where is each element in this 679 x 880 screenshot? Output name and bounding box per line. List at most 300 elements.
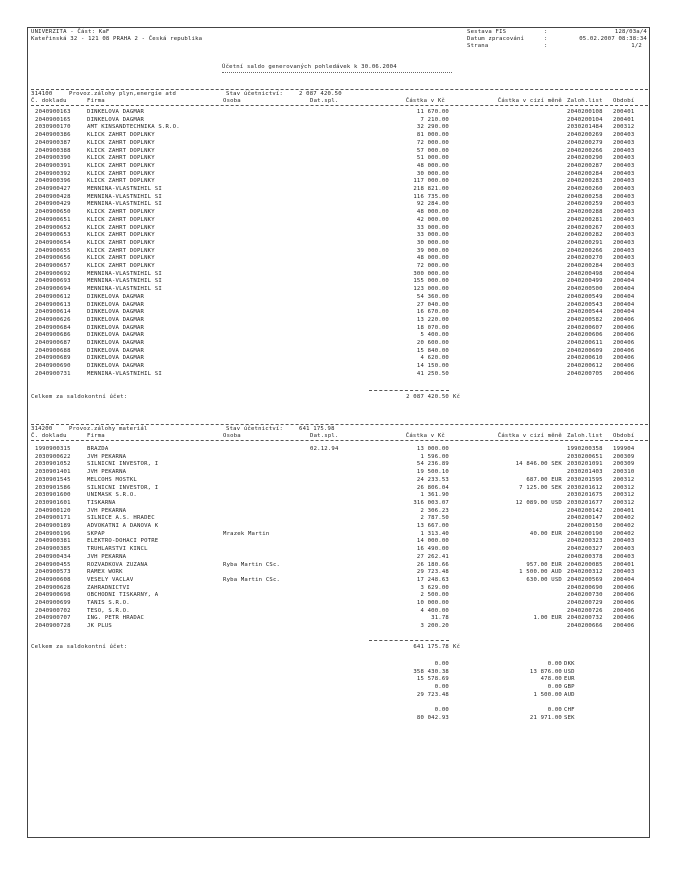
doc-number: 2030901586 (35, 484, 71, 491)
firm: DINKELOVA DAGMAR (87, 347, 145, 354)
doc-number: 2040900689 (35, 355, 71, 362)
period: 200406 (613, 363, 635, 370)
period: 200403 (613, 201, 635, 208)
advance-list: 2030201403 (567, 469, 603, 476)
advance-list: 2040200543 (567, 301, 603, 308)
firm: KLICK ZAHRT DOPLNKY (87, 209, 155, 216)
amount-czk: 48 000.00 (416, 162, 449, 169)
processed-label: Datum zpracování (467, 36, 525, 42)
period: 200401 (613, 561, 635, 568)
doc-number: 2040900693 (35, 278, 71, 285)
advance-list: 2040200666 (567, 623, 603, 630)
firm: KLICK ZAHRT DOPLNKY (87, 132, 155, 139)
period: 200312 (613, 499, 635, 506)
firm: DINKELOVA DAGMAR (87, 116, 145, 123)
page-label: Strana (467, 43, 489, 49)
advance-list: 2040200582 (567, 316, 603, 323)
amount-czk: 30 000.00 (416, 239, 449, 246)
firm: KLICK ZAHRT DOPLNKY (87, 155, 155, 162)
amount-czk: 4 400.00 (420, 607, 449, 614)
doc-number: 2040900455 (35, 561, 71, 568)
period: 200312 (613, 476, 635, 483)
doc-number: 2040900391 (35, 162, 71, 169)
period: 200406 (613, 340, 635, 346)
amount-czk: 16 490.00 (416, 546, 449, 553)
section2-state-label: Stav účetnictví: (226, 426, 284, 432)
col-amount-czk: Částka v Kč (405, 98, 445, 104)
amount-czk: 81 000.00 (416, 132, 449, 139)
period: 200404 (613, 270, 635, 277)
section1-state-label: Stav účetnictví: (226, 91, 284, 97)
period: 200312 (613, 124, 635, 131)
section2-total-currency: Kč (453, 644, 461, 650)
period: 200403 (613, 224, 635, 231)
firm: MENNINA-VLASTNIHIL SI (87, 286, 162, 293)
advance-list: 2040200549 (567, 293, 603, 300)
col-amount-czk: Částka v Kč (405, 433, 445, 439)
advance-list: 2040200282 (567, 232, 603, 239)
amount-czk: 300 000.00 (413, 270, 449, 277)
summary-amount-foreign: 478.00 (540, 676, 562, 683)
period: 200403 (613, 239, 635, 246)
summary-amount-foreign: 0.00 (547, 707, 562, 713)
period: 200403 (613, 209, 635, 216)
amount-czk: 1 361.90 (420, 492, 449, 499)
processed-date: 05.02.2007 08:38:34 (579, 36, 647, 42)
firm: DINKELOVA DAGMAR (87, 332, 145, 339)
person: Ryba Martin CSc. (223, 561, 281, 568)
advance-list: 2040200284 (567, 263, 603, 269)
period: 200401 (613, 116, 635, 123)
doc-number: 2040900702 (35, 607, 71, 614)
period: 200402 (613, 530, 635, 537)
amount-czk: 16 670.00 (416, 309, 449, 316)
firm: VESELY VACLAV (87, 576, 134, 583)
period: 200403 (613, 255, 635, 262)
col-period: Období (613, 98, 635, 104)
summary-currency: DKK (564, 661, 575, 667)
advance-list: 2040200690 (567, 584, 603, 591)
organization-line: UNIVERZITA - Část: KaF (31, 29, 110, 35)
amount-czk: 24 233.53 (416, 476, 449, 483)
firm: MENNINA-VLASTNIHIL SI (87, 370, 162, 377)
amount-czk: 7 210.00 (420, 116, 449, 123)
advance-list: 2040200611 (567, 340, 603, 346)
advance-list: 2040200606 (567, 332, 603, 339)
doc-number: 2040900381 (35, 538, 71, 545)
summary-amount-czk: 15 578.69 (416, 676, 449, 683)
advance-list: 2040200612 (567, 363, 603, 370)
amount-czk: 32 290.00 (416, 124, 449, 131)
period: 200403 (613, 263, 635, 269)
firm: JVH PEKARNA (87, 507, 127, 514)
amount-czk: 2 500.00 (420, 592, 449, 599)
advance-list: 2040200730 (567, 592, 603, 599)
period: 200406 (613, 584, 635, 591)
period: 200310 (613, 469, 635, 476)
amount-czk: 48 000.00 (416, 209, 449, 216)
doc-number: 2040900427 (35, 186, 71, 192)
amount-czk: 4 620.00 (420, 355, 449, 362)
firm: SILNICNI INVESTOR, I (87, 461, 159, 468)
section2-account-name: Provoz.zálohy materiál (69, 426, 148, 432)
advance-list: 2040200147 (567, 515, 603, 522)
period: 200404 (613, 309, 635, 316)
firm: TISKARNA (87, 499, 116, 506)
period: 200404 (613, 286, 635, 293)
doc-number: 2030900170 (35, 124, 71, 131)
period: 200404 (613, 301, 635, 308)
summary-amount-czk: 0.00 (434, 684, 449, 691)
period: 200404 (613, 278, 635, 285)
firm: JK PLUS (87, 623, 112, 630)
advance-list: 2040200291 (567, 239, 603, 246)
advance-list: 2040200142 (567, 507, 603, 514)
advance-list: 2030201677 (567, 499, 603, 506)
advance-list: 2040200705 (567, 370, 603, 377)
amount-czk: 123 000.00 (413, 286, 449, 293)
firm: MELCOHS MOSTKL (87, 476, 137, 483)
doc-number: 1990900315 (35, 446, 71, 452)
amount-czk: 1 313.40 (420, 530, 449, 537)
section2-total-rule (369, 640, 449, 641)
amount-czk: 316 003.07 (413, 499, 449, 506)
firm: DINKELOVA DAGMAR (87, 355, 145, 362)
page-number: 1/2 (631, 43, 642, 49)
advance-list: 2030200651 (567, 453, 603, 460)
amount-czk: 5 400.00 (420, 332, 449, 339)
section2-rule-header (31, 440, 648, 441)
firm: DINKELOVA DAGMAR (87, 340, 145, 346)
amount-czk: 218 821.00 (413, 186, 449, 192)
summary-currency: USD (564, 668, 575, 675)
firm: KLICK ZAHRT DOPLNKY (87, 232, 155, 239)
advance-list: 2040200726 (567, 607, 603, 614)
col-period: Období (613, 433, 635, 439)
summary-amount-foreign: 1 500.00 (533, 691, 562, 698)
col-person: Osoba (223, 98, 241, 104)
doc-number: 2040900626 (35, 316, 71, 323)
col-advance-list: Zaloh.list (567, 98, 603, 104)
firm: DINKELOVA DAGMAR (87, 363, 145, 370)
section1-account: 314100 (31, 91, 53, 97)
advance-list: 2040200258 (567, 193, 603, 200)
summary-amount-czk: 0.00 (434, 661, 449, 667)
amount-czk: 17 248.63 (416, 576, 449, 583)
doc-number: 2040900120 (35, 507, 71, 514)
period: 200403 (613, 247, 635, 254)
col-firm: Firma (87, 98, 105, 104)
period: 200403 (613, 538, 635, 545)
advance-list: 1990200358 (567, 446, 603, 452)
section2-total-label: Celkem za saldokontní účet: (31, 644, 128, 650)
amount-czk: 42 000.00 (416, 216, 449, 223)
period: 200403 (613, 170, 635, 177)
doc-number: 2040900684 (35, 324, 71, 331)
amount-czk: 14 000.00 (416, 538, 449, 545)
amount-czk: 26 180.66 (416, 561, 449, 568)
colon: : (544, 36, 548, 42)
period: 200309 (613, 453, 635, 460)
advance-list: 2040200108 (567, 109, 603, 115)
period: 200406 (613, 623, 635, 630)
amount-foreign: 7 125.00 SEK (519, 484, 562, 491)
doc-number: 2040900628 (35, 584, 71, 591)
amount-czk: 27 262.41 (416, 553, 449, 560)
section1-total-currency: Kč (453, 394, 461, 400)
period: 200406 (613, 600, 635, 606)
period: 200401 (613, 507, 635, 514)
advance-list: 2040200259 (567, 201, 603, 208)
doc-number: 2040900388 (35, 147, 71, 154)
period: 200403 (613, 232, 635, 239)
amount-czk: 2 787.50 (420, 515, 449, 522)
amount-czk: 15 840.00 (416, 347, 449, 354)
summary-amount-czk: 29 723.48 (416, 691, 449, 698)
period: 200312 (613, 492, 635, 499)
firm: RAMEX WORK (87, 569, 123, 576)
summary-currency: SEK (564, 714, 575, 721)
amount-czk: 33 000.00 (416, 224, 449, 231)
advance-list: 2040200312 (567, 569, 603, 576)
firm: ROZVADKOVA ZUZANA (87, 561, 148, 568)
section1-state-value: 2 087 420.50 (299, 91, 342, 97)
period: 199904 (613, 446, 635, 452)
amount-czk: 13 220.00 (416, 316, 449, 323)
firm: UNIMASK S.R.O. (87, 492, 137, 499)
amount-czk: 41 250.50 (416, 370, 449, 377)
period: 200406 (613, 347, 635, 354)
doc-number: 2040900651 (35, 216, 71, 223)
advance-list: 2040200729 (567, 600, 603, 606)
col-doc-number: Č. dokladu (31, 433, 67, 439)
firm: ELEKTRO-DOHACI POTRE (87, 538, 159, 545)
doc-number: 2040900385 (35, 546, 71, 553)
period: 200403 (613, 139, 635, 146)
col-due-date: Dat.spl. (310, 98, 339, 104)
period: 200403 (613, 178, 635, 185)
advance-list: 2040200323 (567, 538, 603, 545)
doc-number: 2040900608 (35, 576, 71, 583)
doc-number: 2040900614 (35, 309, 71, 316)
doc-number: 2040900387 (35, 139, 71, 146)
firm: MENNINA-VLASTNIHIL SI (87, 270, 162, 277)
firm: MENNINA-VLASTNIHIL SI (87, 186, 162, 192)
amount-czk: 13 667.00 (416, 523, 449, 529)
advance-list: 2040200266 (567, 247, 603, 254)
period: 200403 (613, 193, 635, 200)
amount-czk: 31.78 (431, 615, 449, 622)
amount-czk: 1 596.00 (420, 453, 449, 460)
due-date: 02.12.94 (310, 446, 339, 452)
col-firm: Firma (87, 433, 105, 439)
firm: KLICK ZAHRT DOPLNKY (87, 170, 155, 177)
summary-currency: GBP (564, 684, 575, 691)
title-underline (222, 72, 452, 73)
colon: : (544, 43, 548, 49)
firm: TESO, S.R.O. (87, 607, 130, 614)
period: 200402 (613, 523, 635, 529)
advance-list: 2040200283 (567, 178, 603, 185)
firm: TANIS S.R.O. (87, 600, 130, 606)
advance-list: 2040200569 (567, 576, 603, 583)
period: 200403 (613, 147, 635, 154)
doc-number: 2040900573 (35, 569, 71, 576)
doc-number: 2040900429 (35, 201, 71, 208)
section1-rule-top (31, 89, 648, 90)
firm: DINKELOVA DAGMAR (87, 293, 145, 300)
amount-czk: 27 040.00 (416, 301, 449, 308)
doc-number: 2040900613 (35, 301, 71, 308)
col-doc-number: Č. dokladu (31, 98, 67, 104)
firm: JVH PEKARNA (87, 453, 127, 460)
amount-czk: 117 000.00 (413, 178, 449, 185)
firm: KLICK ZAHRT DOPLNKY (87, 162, 155, 169)
period: 200406 (613, 370, 635, 377)
amount-czk: 30 000.00 (416, 170, 449, 177)
doc-number: 2030901052 (35, 461, 71, 468)
advance-list: 2040200732 (567, 615, 603, 622)
firm: DINKELOVA DAGMAR (87, 301, 145, 308)
amount-foreign: 687.00 EUR (526, 476, 562, 483)
firm: DINKELOVA DAGMAR (87, 324, 145, 331)
col-amount-foreign: Částka v cizí měně (497, 433, 562, 439)
amount-czk: 26 806.04 (416, 484, 449, 491)
firm: KLICK ZAHRT DOPLNKY (87, 239, 155, 246)
amount-foreign: 1.00 EUR (533, 615, 562, 622)
firm: KLICK ZAHRT DOPLNKY (87, 263, 155, 269)
doc-number: 2040900392 (35, 170, 71, 177)
doc-number: 2040900650 (35, 209, 71, 216)
section2-account: 314200 (31, 426, 53, 432)
advance-list: 2040200270 (567, 255, 603, 262)
period: 200403 (613, 162, 635, 169)
summary-amount-foreign: 13 876.00 (529, 668, 562, 675)
doc-number: 2040900396 (35, 178, 71, 185)
amount-czk: 13 000.00 (416, 446, 449, 452)
doc-number: 2030901401 (35, 469, 71, 476)
firm: SILNICE A.S. HRADEC (87, 515, 155, 522)
doc-number: 2040900655 (35, 247, 71, 254)
summary-currency: CHF (564, 707, 575, 713)
period: 200403 (613, 155, 635, 162)
advance-list: 2040200266 (567, 147, 603, 154)
firm: TRUHLARSTVI KINCL (87, 546, 148, 553)
amount-czk: 51 000.00 (416, 155, 449, 162)
firm: KLICK ZAHRT DOPLNKY (87, 216, 155, 223)
period: 200406 (613, 324, 635, 331)
advance-list: 2040200544 (567, 309, 603, 316)
period: 200406 (613, 316, 635, 323)
firm: JVH PEKARNA (87, 553, 127, 560)
summary-amount-foreign: 0.00 (547, 661, 562, 667)
doc-number: 2040900165 (35, 116, 71, 123)
person: Mrazek Martin (223, 530, 270, 537)
doc-number: 2040900688 (35, 347, 71, 354)
doc-number: 2040900428 (35, 193, 71, 200)
firm: MENNINA-VLASTNIHIL SI (87, 201, 162, 208)
summary-amount-foreign: 0.00 (547, 684, 562, 691)
advance-list: 2040200150 (567, 523, 603, 529)
advance-list: 2040200500 (567, 286, 603, 293)
advance-list: 2040200498 (567, 270, 603, 277)
firm: KLICK ZAHRT DOPLNKY (87, 147, 155, 154)
col-amount-foreign: Částka v cizí měně (497, 98, 562, 104)
amount-foreign: 957.00 EUR (526, 561, 562, 568)
amount-czk: 29 723.48 (416, 569, 449, 576)
amount-czk: 39 000.00 (416, 247, 449, 254)
doc-number: 2040900652 (35, 224, 71, 231)
report-title: Účetní saldo generovaných pohledávek k 30.06.2004 (222, 64, 397, 70)
doc-number: 2040900657 (35, 263, 71, 269)
doc-number: 2030900622 (35, 453, 71, 460)
summary-currency: EUR (564, 676, 575, 683)
advance-list: 2030201612 (567, 484, 603, 491)
amount-foreign: 40.00 EUR (529, 530, 562, 537)
advance-list: 2040200607 (567, 324, 603, 331)
firm: DINKELOVA DAGMAR (87, 309, 145, 316)
period: 200312 (613, 484, 635, 491)
period: 200403 (613, 186, 635, 192)
doc-number: 2040900653 (35, 232, 71, 239)
advance-list: 2030201484 (567, 124, 603, 131)
doc-number: 2040900390 (35, 155, 71, 162)
amount-czk: 48 000.00 (416, 255, 449, 262)
person: Ryba Martin CSc. (223, 576, 281, 583)
section1-total-label: Celkem za saldokontní účet: (31, 394, 128, 400)
advance-list: 2040200499 (567, 278, 603, 285)
advance-list: 2040200281 (567, 216, 603, 223)
doc-number: 2040900163 (35, 109, 71, 115)
doc-number: 2040900386 (35, 132, 71, 139)
firm: KLICK ZAHRT DOPLNKY (87, 224, 155, 231)
section1-total-value: 2 087 420.50 (406, 394, 449, 400)
advance-list: 2040200279 (567, 139, 603, 146)
amount-czk: 20 600.00 (416, 340, 449, 346)
amount-foreign: 14 846.00 SEK (515, 461, 562, 468)
amount-czk: 54 236.89 (416, 461, 449, 468)
advance-list: 2030201595 (567, 476, 603, 483)
period: 200404 (613, 293, 635, 300)
advance-list: 2040200284 (567, 170, 603, 177)
firm: KLICK ZAHRT DOPLNKY (87, 255, 155, 262)
colon: : (544, 29, 548, 35)
firm: BRAZDA (87, 446, 109, 452)
amount-czk: 3 629.00 (420, 584, 449, 591)
advance-list: 2040200610 (567, 355, 603, 362)
summary-amount-czk: 358 430.38 (413, 668, 449, 675)
amount-foreign: 1 500.00 AUD (519, 569, 562, 576)
amount-czk: 92 284.00 (416, 201, 449, 208)
doc-number: 2040900171 (35, 515, 71, 522)
amount-czk: 10 000.00 (416, 600, 449, 606)
period: 200406 (613, 332, 635, 339)
doc-number: 2040900656 (35, 255, 71, 262)
advance-list: 2040200290 (567, 155, 603, 162)
section2-state-value: 641 175.98 (299, 426, 335, 432)
doc-number: 2030901545 (35, 476, 71, 483)
amount-czk: 19 500.10 (416, 469, 449, 476)
advance-list: 2040200327 (567, 546, 603, 553)
col-person: Osoba (223, 433, 241, 439)
report-code: 128/03a/4 (614, 29, 647, 35)
firm: AMT KINSANDTECHNIKA S.R.O. (87, 124, 180, 131)
period: 200406 (613, 355, 635, 362)
doc-number: 2040900612 (35, 293, 71, 300)
section2-total-value: 641 175.78 (413, 644, 449, 650)
doc-number: 2030901600 (35, 492, 71, 499)
advance-list: 2040200267 (567, 224, 603, 231)
